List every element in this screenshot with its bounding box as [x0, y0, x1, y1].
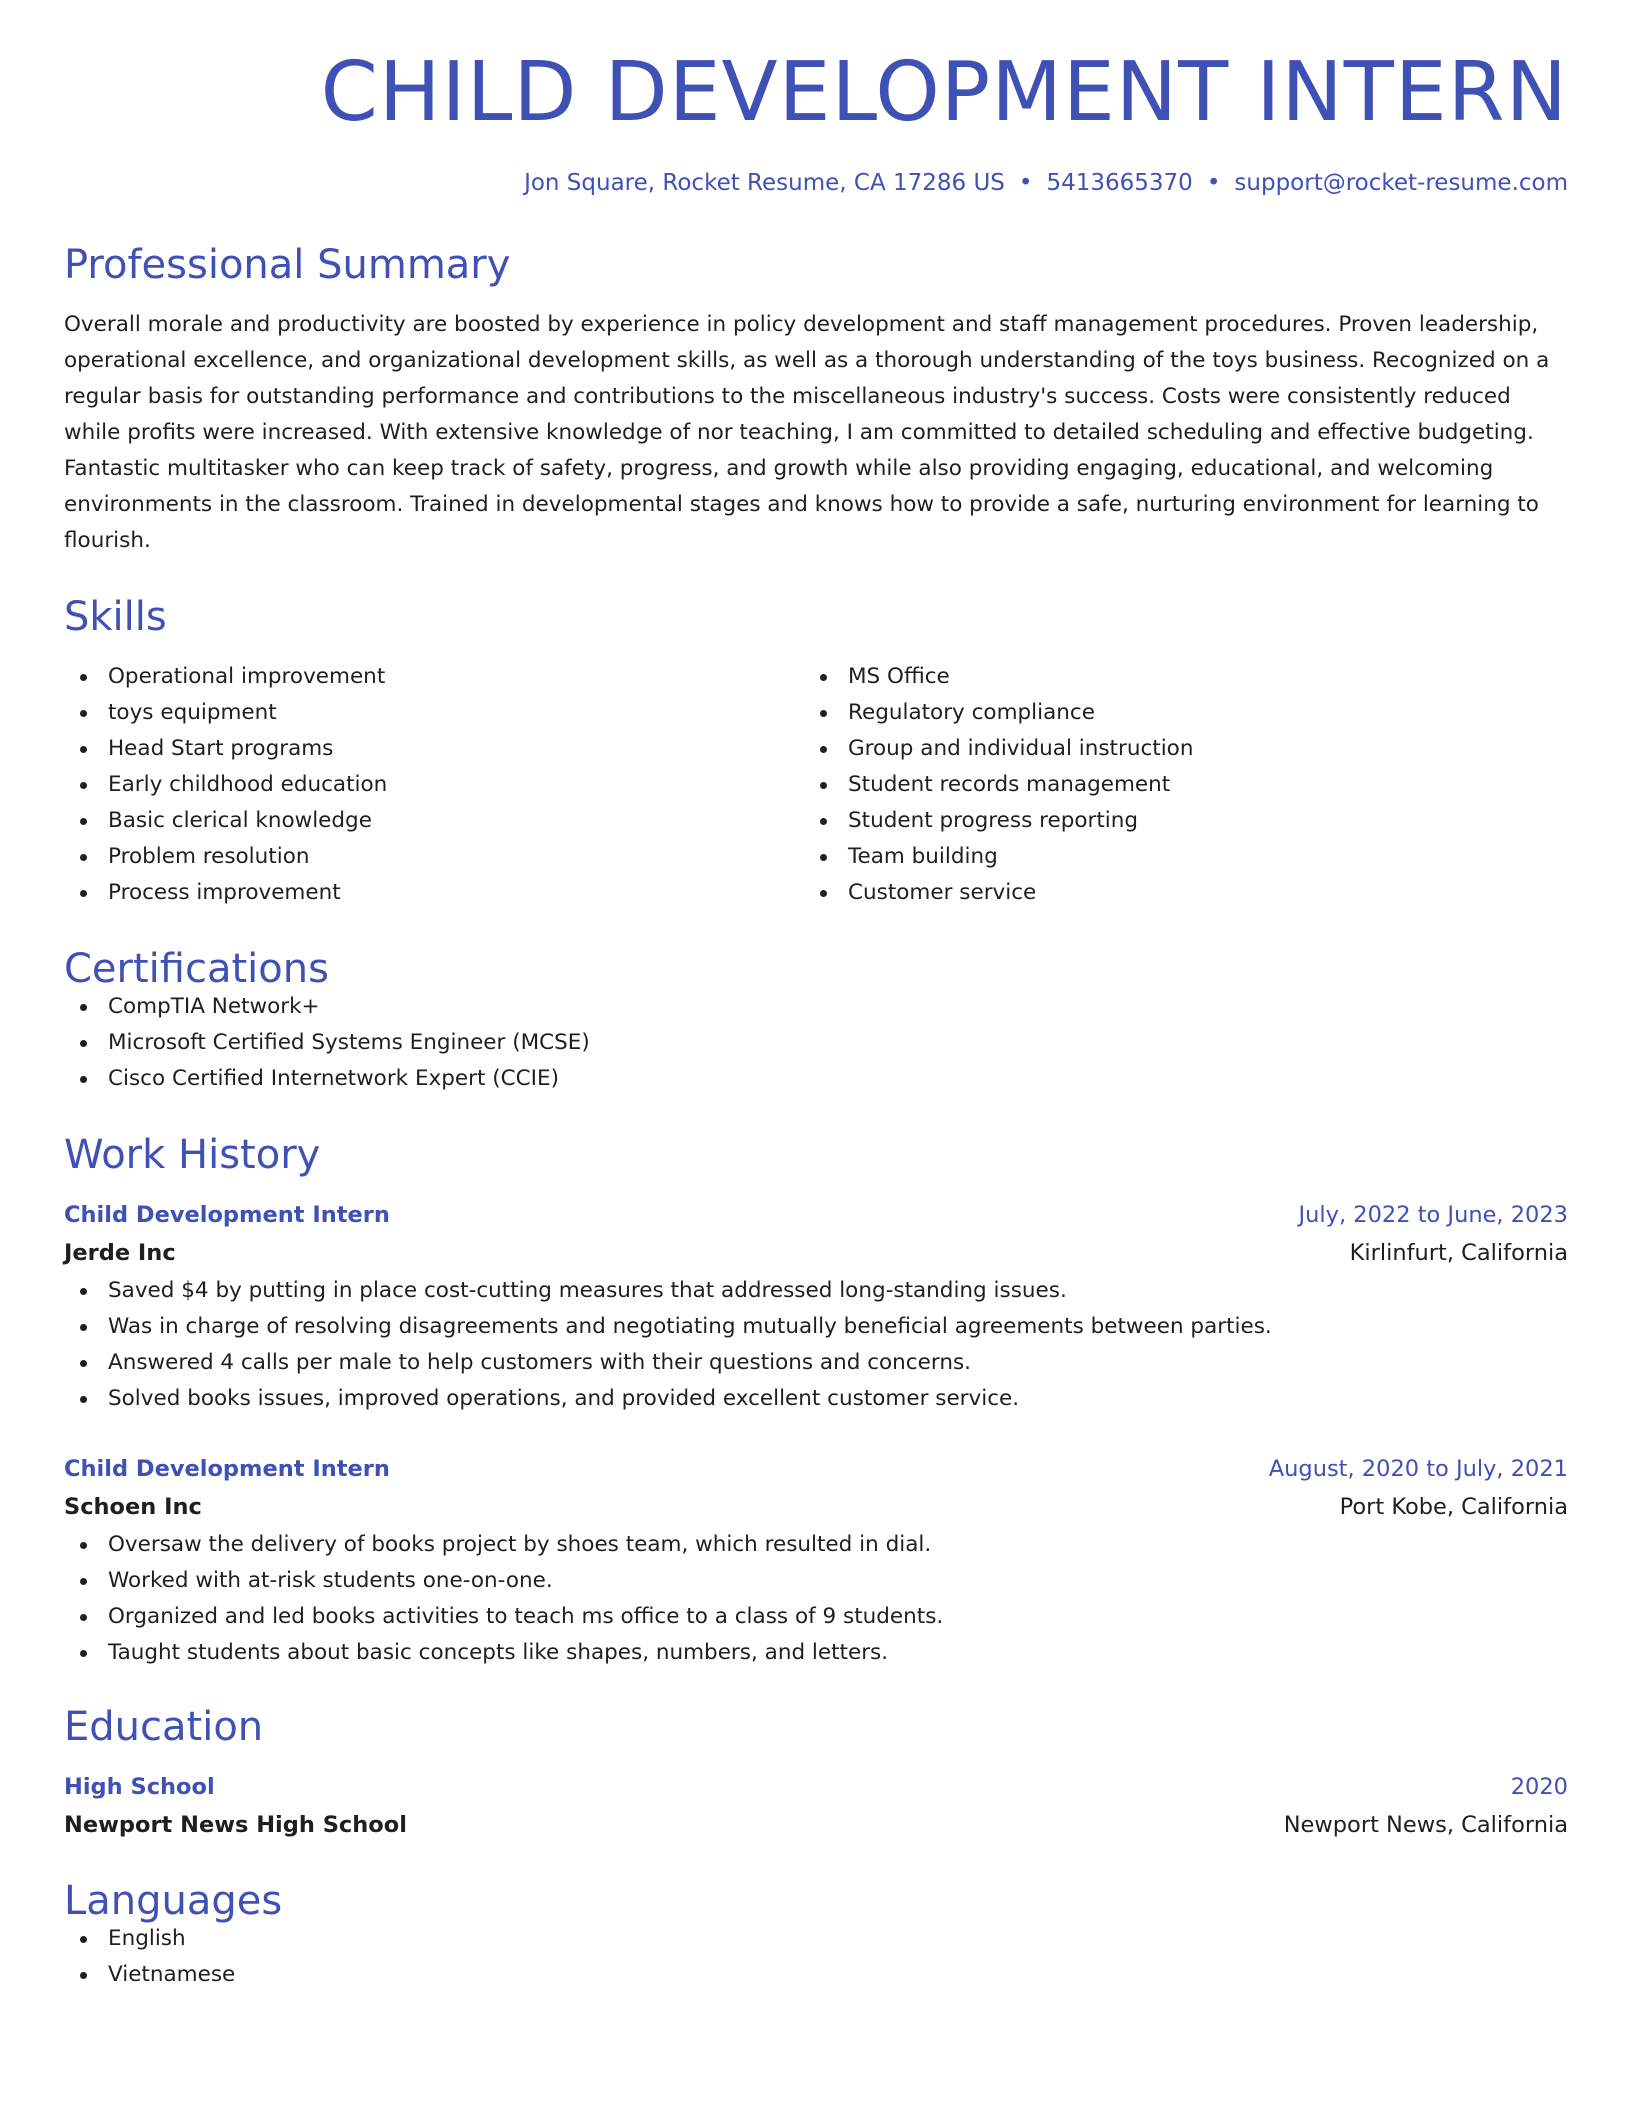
skill-item: Student progress reporting: [804, 803, 1544, 839]
skill-item: Customer service: [804, 875, 1544, 911]
contact-phone: 5413665370: [1046, 170, 1193, 196]
job-location: Port Kobe, California: [1339, 1494, 1568, 1520]
contact-separator: •: [1206, 170, 1221, 196]
skills-grid: [64, 659, 1568, 911]
job-entry: [64, 1197, 1568, 1417]
job-bullet: Oversaw the delivery of books project by shoes team, which resulted in dial.: [64, 1527, 1568, 1563]
job-entry: [64, 1451, 1568, 1671]
language-item: Vietnamese: [64, 1957, 1568, 1993]
skills-list-right: [804, 659, 1544, 911]
education-entry: [64, 1769, 1568, 1845]
job-bullet: Answered 4 calls per male to help customers with their questions and concerns.: [64, 1345, 1568, 1381]
education-year: 2020: [1510, 1774, 1568, 1800]
summary-heading: Professional Summary: [64, 242, 511, 288]
summary-text: Overall morale and productivity are boosted by experience in policy development and staff management procedures. Proven leadership, operational excellence, and organizational development skills, as well as a thorough understanding of the toys business. Recognized on a regular basis for outstanding performance and contributions to the miscellaneous industry's success. Costs were consistently reduced while profits were increased. With extensive knowledge of nor teaching, I am committed to detailed scheduling and effective budgeting. Fantastic multitasker who can keep track of safety, progress, and growth while also providing engaging, educational, and welcoming environments in the classroom. Trained in developmental stages and knows how to provide a safe, nurturing environment for learning to flourish.: [64, 312, 1550, 553]
job-company: Jerde Inc: [64, 1240, 176, 1266]
job-bullet: Solved books issues, improved operations, and provided excellent customer service.: [64, 1381, 1568, 1417]
job-bullet: Taught students about basic concepts like shapes, numbers, and letters.: [64, 1635, 1568, 1671]
skills-heading: Skills: [64, 594, 167, 640]
education-school-row: [64, 1805, 1568, 1845]
job-bullet: Worked with at-risk students one-on-one.: [64, 1563, 1568, 1599]
skill-item: Operational improvement: [64, 659, 804, 695]
contact-separator: •: [1018, 170, 1033, 196]
job-title: Child Development Intern: [64, 1202, 390, 1228]
job-title-row: [64, 1197, 1568, 1233]
job-bullet: Was in charge of resolving disagreements and negotiating mutually beneficial agreements between parties.: [64, 1309, 1568, 1345]
languages-heading: Languages: [64, 1878, 283, 1924]
job-location: Kirlinfurt, California: [1349, 1240, 1568, 1266]
certifications-list: [64, 989, 1568, 1097]
skills-list-left: [64, 659, 804, 911]
skill-item: Student records management: [804, 767, 1544, 803]
certification-item: Microsoft Certified Systems Engineer (MCSE): [64, 1025, 1568, 1061]
education-location: Newport News, California: [1283, 1812, 1568, 1838]
certifications-heading: Certifications: [64, 946, 329, 992]
skill-item: Regulatory compliance: [804, 695, 1544, 731]
skill-item: Problem resolution: [64, 839, 804, 875]
education-heading: Education: [64, 1704, 264, 1750]
job-title-row: [64, 1451, 1568, 1487]
job-bullet: Organized and led books activities to teach ms office to a class of 9 students.: [64, 1599, 1568, 1635]
contact-line: [64, 172, 1568, 195]
education-degree: High School: [64, 1774, 215, 1800]
certification-item: Cisco Certified Internetwork Expert (CCIE): [64, 1061, 1568, 1097]
skill-item: Early childhood education: [64, 767, 804, 803]
skill-item: Team building: [804, 839, 1544, 875]
skill-item: Head Start programs: [64, 731, 804, 767]
job-bullets: [64, 1273, 1568, 1417]
candidate-title: CHILD DEVELOPMENT INTERN: [320, 45, 1568, 140]
certification-item: CompTIA Network+: [64, 989, 1568, 1025]
job-bullet: Saved $4 by putting in place cost-cutting measures that addressed long-standing issues.: [64, 1273, 1568, 1309]
job-dates: July, 2022 to June, 2023: [1298, 1202, 1568, 1228]
work-history-heading: Work History: [64, 1132, 321, 1178]
job-title: Child Development Intern: [64, 1456, 390, 1482]
job-bullets: [64, 1527, 1568, 1671]
language-item: English: [64, 1921, 1568, 1957]
education-school: Newport News High School: [64, 1812, 407, 1838]
skill-item: toys equipment: [64, 695, 804, 731]
education-degree-row: [64, 1769, 1568, 1805]
skill-item: MS Office: [804, 659, 1544, 695]
skill-item: Process improvement: [64, 875, 804, 911]
skill-item: Group and individual instruction: [804, 731, 1544, 767]
job-company: Schoen Inc: [64, 1494, 202, 1520]
job-company-row: [64, 1487, 1568, 1527]
job-company-row: [64, 1233, 1568, 1273]
contact-address: Jon Square, Rocket Resume, CA 17286 US: [524, 170, 1005, 196]
languages-list: [64, 1921, 1568, 1993]
contact-email: support@rocket-resume.com: [1234, 170, 1568, 196]
resume-header: [64, 0, 1568, 195]
job-dates: August, 2020 to July, 2021: [1268, 1456, 1568, 1482]
skill-item: Basic clerical knowledge: [64, 803, 804, 839]
